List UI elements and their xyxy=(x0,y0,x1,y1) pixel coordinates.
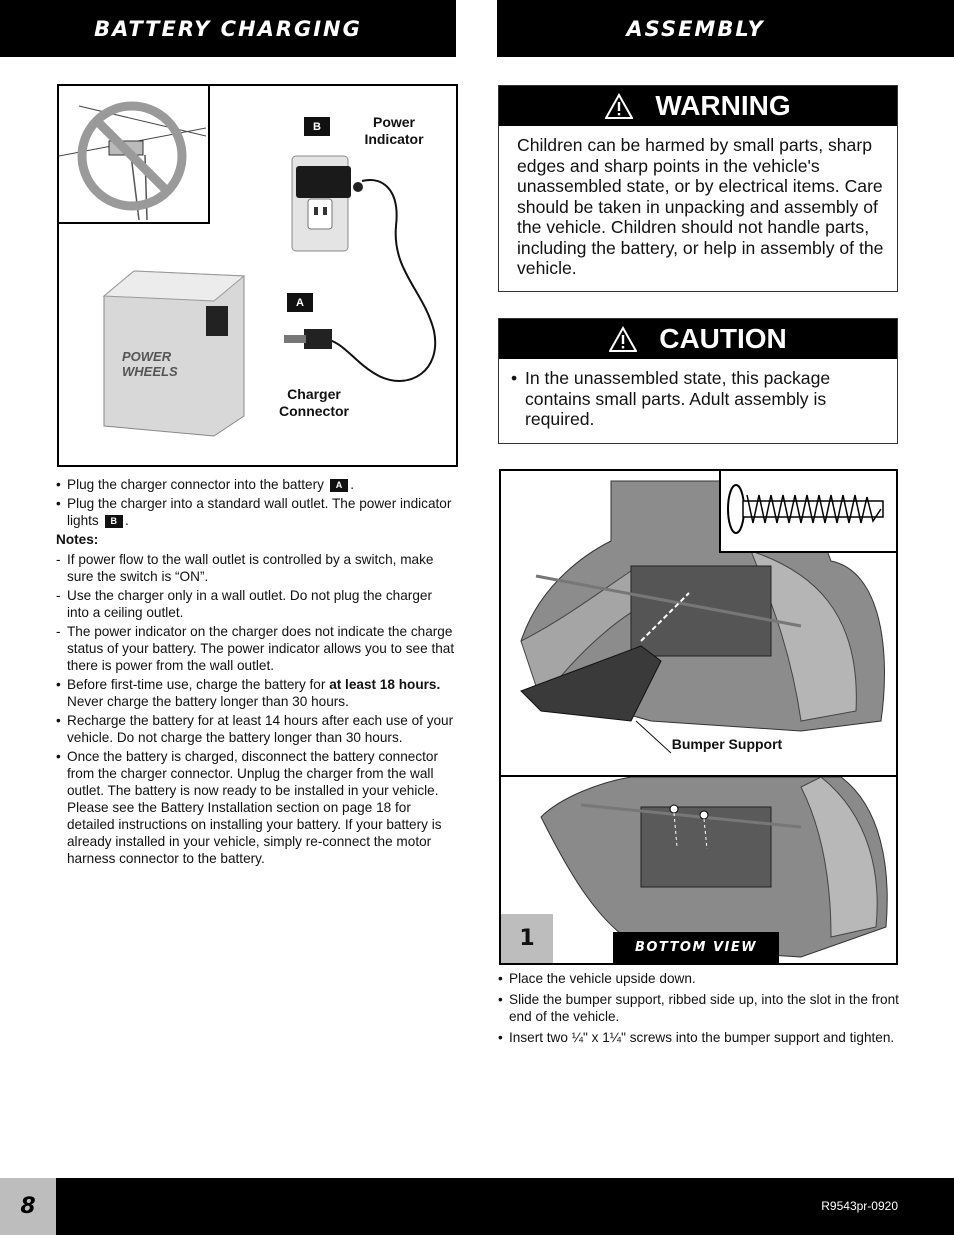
list-item: • Insert two ¼" x 1¼" screws into the bumper support and tighten. xyxy=(498,1030,895,1045)
text: The power indicator on the charger does not indicate the charge status of your battery. The power indicator allows you to see that there is power from the wall outlet. xyxy=(67,624,455,673)
label-line: Indicator xyxy=(364,131,424,147)
power-indicator-label xyxy=(354,114,434,148)
list-item: • Slide the bumper support, ribbed side up, into the slot in the front end of the vehicle. xyxy=(498,992,899,1024)
text: Use the charger only in a wall outlet. Do not plug the charger into a ceiling outlet. xyxy=(67,588,432,620)
charger-connector-label xyxy=(274,386,354,420)
notes-heading: Notes: xyxy=(56,532,99,547)
document-code: R9543pr-0920 xyxy=(821,1199,898,1213)
text: Plug the charger into a standard wall outlet. The power indicator lights xyxy=(67,496,452,528)
screw-icon xyxy=(721,471,894,549)
assembly-figure xyxy=(499,469,898,965)
battery-illustration xyxy=(94,266,254,446)
label-line: Charger xyxy=(287,386,341,402)
bottom-view-text: BOTTOM VIEW xyxy=(634,940,758,955)
text: Place the vehicle upside down. xyxy=(509,971,696,986)
caution-box xyxy=(498,318,898,444)
bumper-support-label: Bumper Support xyxy=(671,736,783,752)
section-title-text: BATTERY CHARGING xyxy=(94,16,362,41)
text: If power flow to the wall outlet is controlled by a switch, make sure the switch is “ON”. xyxy=(67,552,434,584)
note-item: - If power flow to the wall outlet is controlled by a switch, make sure the switch is “ON”. xyxy=(56,552,434,584)
caution-triangle-icon xyxy=(609,326,637,352)
list-item: • Recharge the battery for at least 14 hours after each use of your vehicle. Do not charge the battery longer than 30 hours. xyxy=(56,713,454,745)
warning-title: WARNING xyxy=(655,90,791,121)
step-number-box xyxy=(501,914,553,963)
step-number: 1 xyxy=(519,926,535,951)
page-number xyxy=(0,1178,56,1235)
warning-header xyxy=(499,86,897,126)
charging-figure xyxy=(57,84,458,467)
text: Slide the bumper support, ribbed side up, into the slot in the front end of the vehicle. xyxy=(509,992,899,1024)
text: Insert two ¼" x 1¼" screws into the bumper support and tighten. xyxy=(509,1030,895,1045)
bold-text: at least 18 hours. xyxy=(329,677,441,692)
text: Before first-time use, charge the battery for xyxy=(67,677,326,692)
inline-badge-a: A xyxy=(330,479,349,492)
list-item: • Before first-time use, charge the battery for at least 18 hours. Never charge the battery longer than 30 hours. xyxy=(56,677,441,709)
label-b-badge xyxy=(304,117,330,136)
note-item: - The power indicator on the charger does not indicate the charge status of your battery. The power indicator allows you to see that there is power from the wall outlet. xyxy=(56,624,455,673)
text: Once the battery is charged, disconnect the battery connector from the charger connector. Unplug the charger from the wall outlet. The battery is now ready to be installed in your vehicle. Please see the Battery Installation section on page 18 for detailed instructions on installing your battery. If your battery is already installed in your vehicle, simply re-connect the motor harness connector to the battery. xyxy=(67,749,442,866)
text: Plug the charger connector into the battery xyxy=(67,477,324,492)
bullet: • xyxy=(511,368,518,388)
text: Never charge the battery longer than 30 hours. xyxy=(67,694,349,709)
badge-text: B xyxy=(313,120,321,133)
note-item: - Use the charger only in a wall outlet. Do not plug the charger into a ceiling outlet. xyxy=(56,588,432,620)
label-a-badge xyxy=(287,293,313,312)
footer-bar xyxy=(0,1178,954,1235)
list-item: • Place the vehicle upside down. xyxy=(498,971,696,986)
battery-brand-line1: POWER xyxy=(122,349,172,364)
section-title-text: ASSEMBLY xyxy=(626,16,765,41)
assembly-instructions xyxy=(498,970,918,1048)
text: . xyxy=(125,513,129,528)
caution-text xyxy=(499,359,897,440)
page-number-text: 8 xyxy=(20,1194,36,1219)
bottom-view-badge xyxy=(613,932,779,963)
section-title-assembly xyxy=(497,0,954,57)
inline-badge-b: B xyxy=(105,515,124,528)
no-ceiling-outlet-inset xyxy=(59,86,210,224)
list-item: • Once the battery is charged, disconnect the battery connector from the charger connector. Unplug the charger from the wall outlet. The battery is now ready to be installed in your vehicle. Please see the Battery Installation section on page 18 for detailed instructions on installing your battery. If your battery is already installed in your vehicle, simply re-connect the motor harness connector to the battery. xyxy=(56,749,442,866)
prohibited-icon xyxy=(59,86,206,220)
charging-instructions xyxy=(56,476,456,869)
battery-brand-line2: WHEELS xyxy=(122,364,178,379)
text: . xyxy=(350,477,354,492)
badge-text: A xyxy=(296,296,304,309)
label-line: Connector xyxy=(279,403,349,419)
warning-text: Children can be harmed by small parts, sharp edges and sharp points in the vehicle's unassembled state, or by electrical items. Care should be taken in unpacking and assembly of the vehicle. Children should not handle parts, including the battery, or help in assembly of the vehicle. xyxy=(517,135,884,278)
section-title-battery-charging xyxy=(0,0,456,57)
list-item: • Plug the charger connector into the battery A . xyxy=(56,477,354,492)
warning-box xyxy=(498,85,898,292)
text: Recharge the battery for at least 14 hours after each use of your vehicle. Do not charge the battery longer than 30 hours. xyxy=(67,713,454,745)
label-line: Power xyxy=(372,114,415,130)
warning-triangle-icon xyxy=(605,93,633,119)
screw-inset xyxy=(719,471,896,553)
caution-title: CAUTION xyxy=(659,323,787,354)
caution-header xyxy=(499,319,897,359)
list-item: • Plug the charger into a standard wall outlet. The power indicator lights B . xyxy=(56,496,452,528)
text: In the unassembled state, this package contains small parts. Adult assembly is required. xyxy=(525,368,831,429)
